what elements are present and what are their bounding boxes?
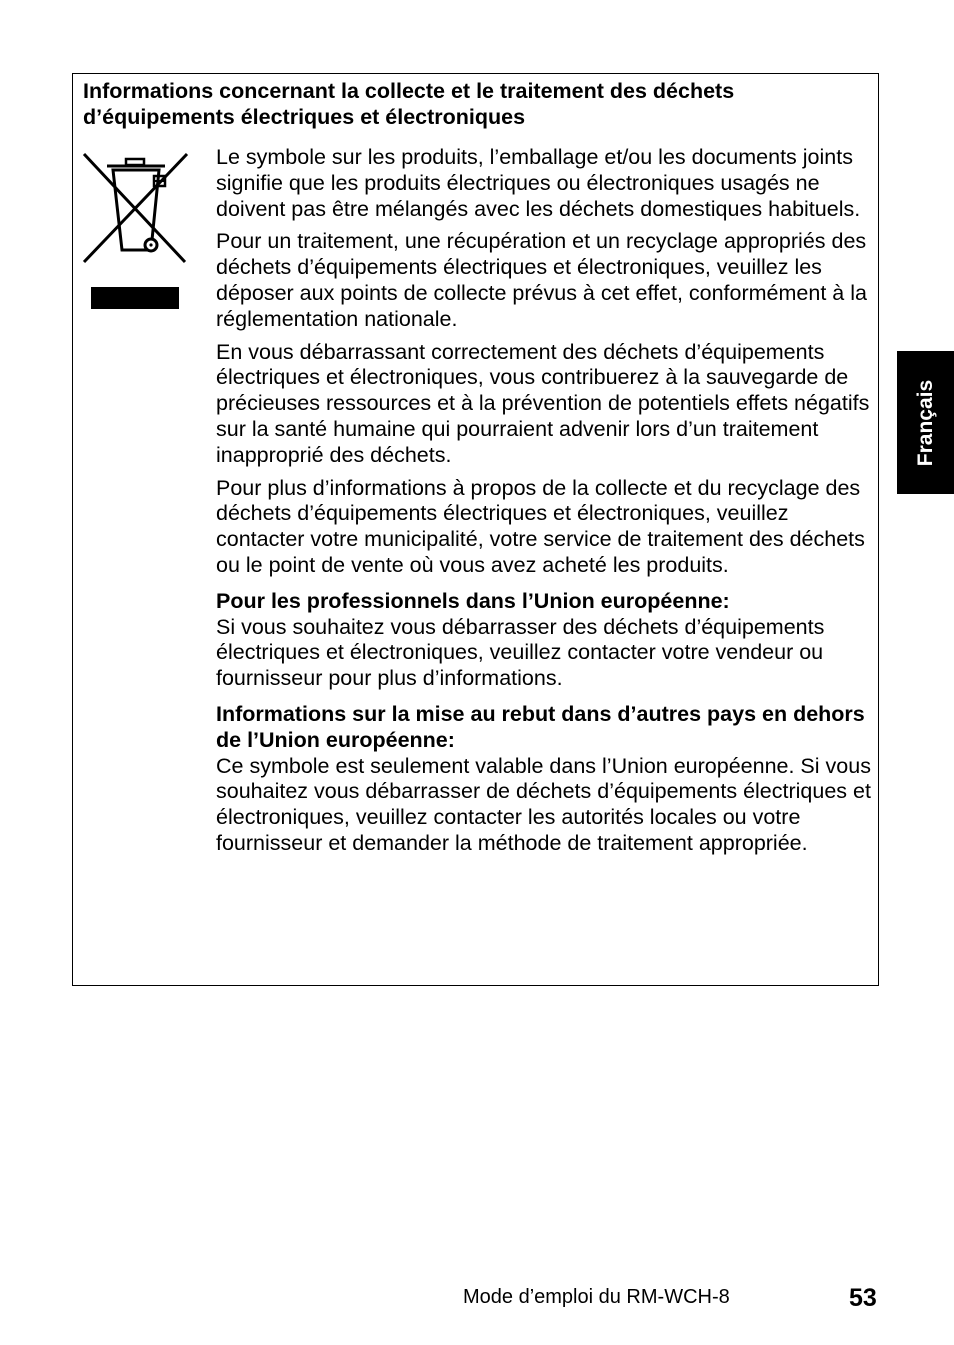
outside-eu-heading: Informations sur la mise au rebut dans d’autres pays en dehors de l’Union européenne: [216,701,865,752]
paragraph-more-information: Pour plus d’informations à propos de la collecte et du recyclage des déchets d’équipements électriques et électroniques, veuillez contacter votre municipalité, votre service de traitement des déchets ou le point de vente où vous avez acheté les produits. [216,475,865,577]
professional-heading: Pour les professionnels dans l’Union européenne: [216,588,730,613]
outside-eu-section [216,702,876,857]
page-number: 53 [849,1284,877,1312]
weee-notice-box [72,73,879,986]
paragraph-collection-points: Pour un traitement, une récupération et un recyclage appropriés des déchets d’équipements électriques et électroniques, veuillez les déposer aux points de collecte prévus à cet effet, conformément à la réglementation nationale. [216,229,867,331]
professional-section [216,589,876,692]
paragraph-symbol-meaning: Le symbole sur les produits, l’emballage et/ou les documents joints signifie que les produits électriques ou électroniques usagés ne doivent pas être mélangés avec les déchets domestiques habituels. [216,145,861,221]
notice-title-line-2: d’équipements électriques et électroniques [83,105,526,129]
language-tab [897,351,954,494]
paragraph-benefits: En vous débarrassant correctement des déchets d’équipements électriques et électroniques, vous contribuerez à la sauvegarde de précieuses ressources et à la prévention de potentiels effets négatifs sur la santé humaine qui pourraient advenir lors d’un traitement inapproprié des déchets. [216,339,870,467]
professional-text: Si vous souhaitez vous débarrasser des déchets d’équipements électriques et électroniques, veuillez contacter votre vendeur ou fournisseur pour plus d’informations. [216,614,825,691]
notice-body [216,145,876,864]
crossed-out-wheeled-bin-icon [81,152,193,312]
outside-eu-text: Ce symbole est seulement valable dans l’Union européenne. Si vous souhaitez vous débarrasser de déchets d’équipements électriques et électroniques, veuillez contacter les autorités locales ou votre fournisseur et demander la méthode de traitement appropriée. [216,753,871,855]
notice-title-line-1: Informations concernant la collecte et le traitement des déchets [83,79,735,103]
language-tab-label: Français [913,379,937,466]
notice-title [83,78,863,130]
footer-manual-title: Mode d’emploi du RM-WCH-8 [463,1286,730,1308]
